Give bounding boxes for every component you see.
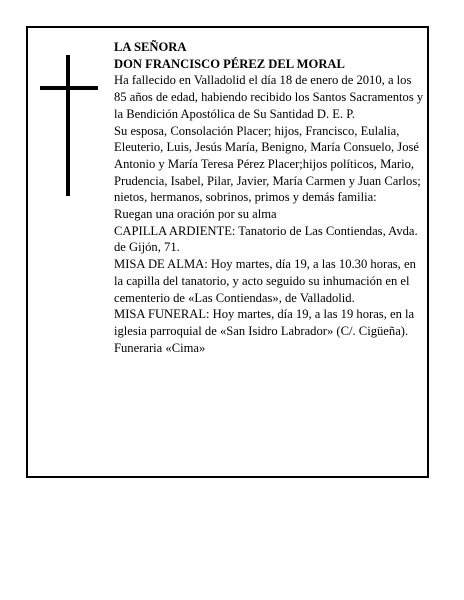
obituary-title-line-1: LA SEÑORA bbox=[114, 40, 187, 54]
deceased-name: DON FRANCISCO PÉREZ DEL MORAL bbox=[114, 56, 345, 71]
family-list: Su esposa, Consolación Placer; hijos, Francisco, Eulalia, Eleuterio, Luis, Jesús María, Benigno, María Consuelo, José Antonio y María Teresa Pérez Placer;hijos políticos, Mario, Prudencia, Isabel, Pilar, Javier, María Carmen y Juan Carlos; nietos, hermanos, sobrinos, primos y demás familia: bbox=[114, 123, 421, 205]
prayer-request: Ruegan una oración por su alma bbox=[114, 207, 277, 222]
funeral-home: Funeraria «Cima» bbox=[114, 340, 206, 355]
soul-mass-info: MISA DE ALMA: Hoy martes, día 19, a las 10.30 horas, en la capilla del tanatorio, y acto seguido su inhumación en el cementerio de «Las Contiendas», de Valladolid. bbox=[114, 257, 416, 305]
cross-icon bbox=[66, 55, 70, 196]
obituary-notice bbox=[26, 26, 429, 478]
death-info: Ha fallecido en Valladolid el día 18 de enero de 2010, a los 85 años de edad, habiendo recibido los Santos Sacramentos y la Bendición Apostólica de Su Santidad D. E. P. bbox=[114, 73, 424, 121]
obituary-text bbox=[114, 39, 424, 356]
chapel-info: CAPILLA ARDIENTE: Tanatorio de Las Contiendas, Avda. de Gijón, 71. bbox=[114, 223, 418, 255]
funeral-mass-info: MISA FUNERAL: Hoy martes, día 19, a las 19 horas, en la iglesia parroquial de «San Isidro Labrador» (C/. Cigüeña). bbox=[114, 307, 415, 338]
cross-icon-crossbar bbox=[40, 86, 98, 90]
